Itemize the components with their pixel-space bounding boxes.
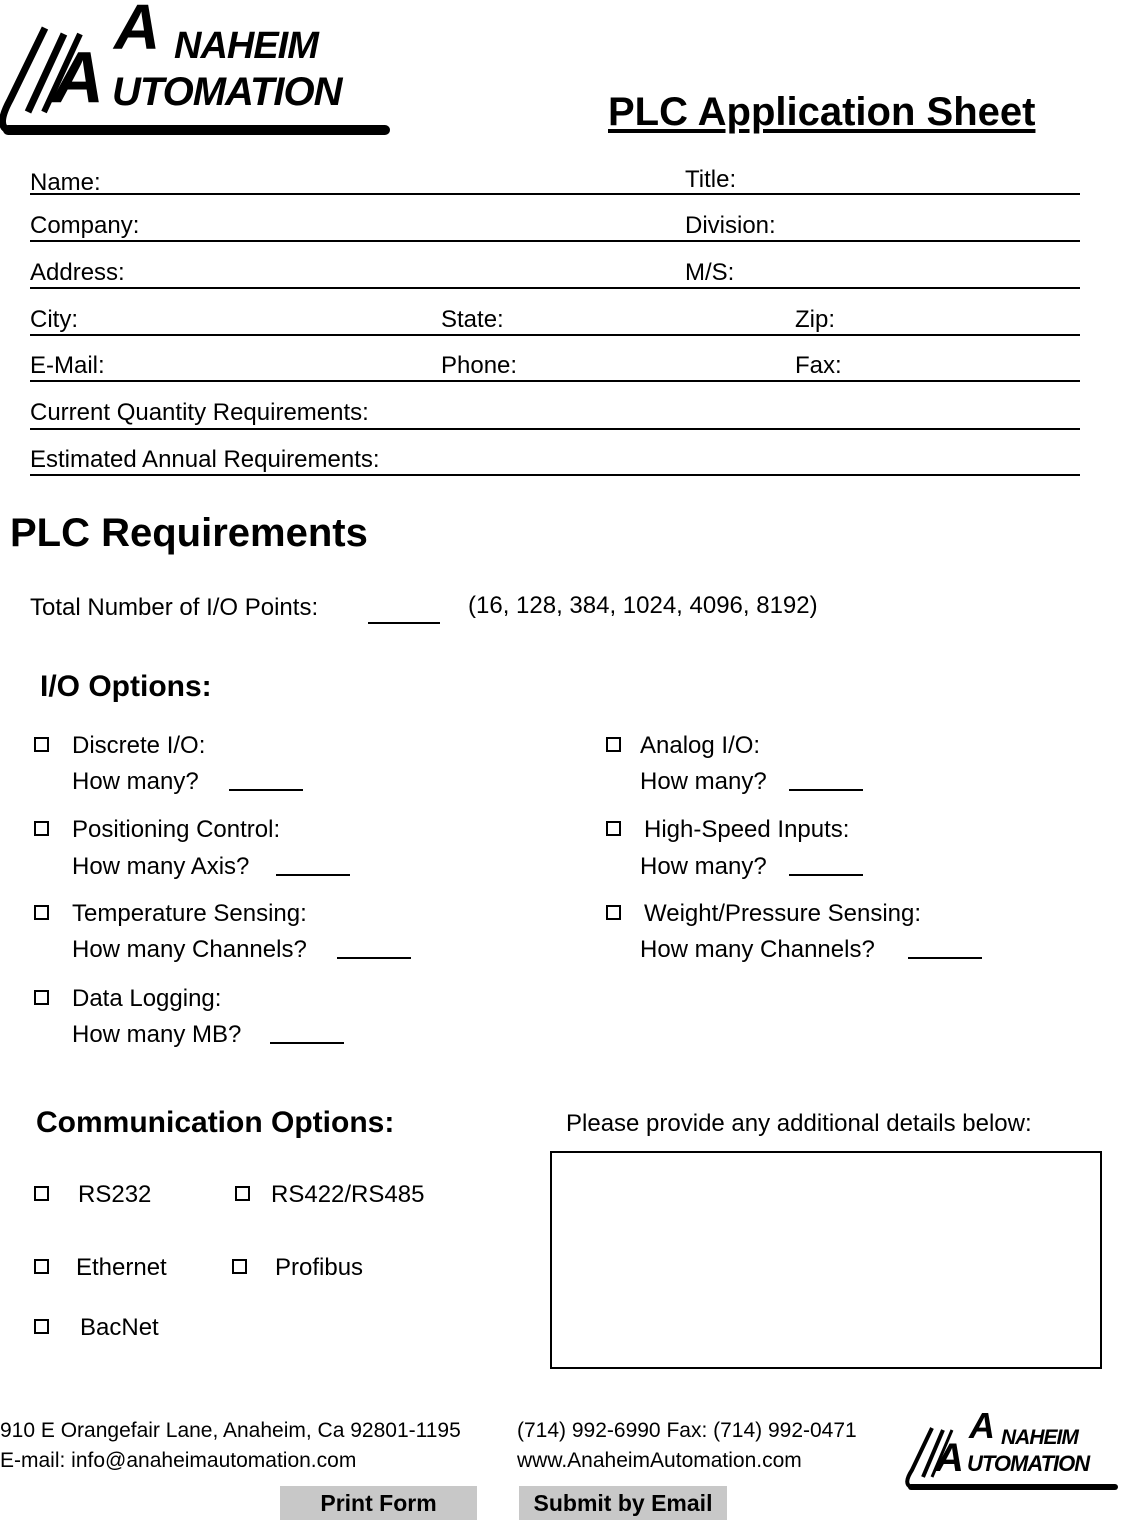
fax-label: Fax: <box>795 352 842 379</box>
io-options-heading: I/O Options: <box>40 670 212 703</box>
high-speed-inputs-count-blank[interactable] <box>789 874 863 876</box>
state-input[interactable] <box>515 304 789 336</box>
fax-input[interactable] <box>850 350 1079 382</box>
temperature-sensing-label: Temperature Sensing: <box>72 900 307 927</box>
temperature-sensing-checkbox[interactable] <box>34 905 49 920</box>
positioning-control-checkbox[interactable] <box>34 821 49 836</box>
footer-website: www.AnaheimAutomation.com <box>517 1449 802 1472</box>
profibus-label: Profibus <box>275 1254 364 1281</box>
current-quantity-label: Current Quantity Requirements: <box>30 399 369 426</box>
plc-requirements-heading: PLC Requirements <box>10 511 368 555</box>
io-points-label: Total Number of I/O Points: <box>30 594 319 621</box>
rs422-rs485-label: RS422/RS485 <box>271 1181 425 1208</box>
address-ms-rule <box>30 287 1080 289</box>
positioning-control-label: Positioning Control: <box>72 816 281 843</box>
high-speed-inputs-checkbox[interactable] <box>606 821 621 836</box>
weight-pressure-sensing-label: Weight/Pressure Sensing: <box>644 900 922 927</box>
address-input[interactable] <box>140 257 674 289</box>
additional-details-label: Please provide any additional details below: <box>566 1110 1032 1137</box>
zip-label: Zip: <box>795 306 836 333</box>
logo-initial-a-lower: A <box>52 38 104 118</box>
discrete-io-count-blank[interactable] <box>229 789 303 791</box>
io-points-choices: (16, 128, 384, 1024, 4096, 8192) <box>468 592 818 619</box>
company-division-rule <box>30 240 1080 242</box>
email-phone-fax-rule <box>30 380 1080 382</box>
data-logging-question: How many MB? <box>72 1021 242 1048</box>
name-input[interactable] <box>110 164 674 196</box>
high-speed-inputs-label: High-Speed Inputs: <box>644 816 850 843</box>
logo-word-bottom: UTOMATION <box>112 70 342 114</box>
annual-requirements-input[interactable] <box>425 444 1079 476</box>
city-state-zip-rule <box>30 334 1080 336</box>
bacnet-label: BacNet <box>80 1314 159 1341</box>
name-label: Name: <box>30 169 101 196</box>
current-quantity-rule <box>30 428 1080 430</box>
division-label: Division: <box>685 212 776 239</box>
ethernet-checkbox[interactable] <box>34 1259 49 1274</box>
phone-label: Phone: <box>441 352 518 379</box>
footer-logo-word-top: NAHEIM <box>1001 1426 1078 1449</box>
analog-io-count-blank[interactable] <box>789 789 863 791</box>
bacnet-checkbox[interactable] <box>34 1319 49 1334</box>
positioning-control-question: How many Axis? <box>72 853 250 880</box>
title-label: Title: <box>685 166 737 193</box>
submit-by-email-button[interactable]: Submit by Email <box>519 1486 727 1520</box>
temperature-sensing-question: How many Channels? <box>72 936 307 963</box>
profibus-checkbox[interactable] <box>232 1259 247 1274</box>
io-points-input[interactable] <box>368 592 444 624</box>
data-logging-mb-blank[interactable] <box>270 1042 344 1044</box>
logo-word-top: NAHEIM <box>174 25 318 67</box>
logo-initial-a-upper: A <box>114 0 161 63</box>
ms-input[interactable] <box>750 257 1079 289</box>
email-label: E-Mail: <box>30 352 105 379</box>
high-speed-inputs-question: How many? <box>640 853 767 880</box>
discrete-io-question: How many? <box>72 768 199 795</box>
state-label: State: <box>441 306 504 333</box>
analog-io-checkbox[interactable] <box>606 737 621 752</box>
current-quantity-input[interactable] <box>420 397 1079 429</box>
discrete-io-checkbox[interactable] <box>34 737 49 752</box>
weight-pressure-sensing-checkbox[interactable] <box>606 905 621 920</box>
title-input[interactable] <box>750 164 1079 196</box>
company-label: Company: <box>30 212 140 239</box>
address-label: Address: <box>30 259 125 286</box>
email-input[interactable] <box>120 350 434 382</box>
additional-details-textarea[interactable] <box>550 1151 1102 1369</box>
company-logo <box>0 0 400 140</box>
footer-logo-initial-lower: A <box>935 1436 964 1480</box>
footer-logo-word-bottom: UTOMATION <box>967 1451 1090 1476</box>
analog-io-question: How many? <box>640 768 767 795</box>
city-input[interactable] <box>90 304 434 336</box>
rs232-checkbox[interactable] <box>34 1186 49 1201</box>
footer-email: E-mail: info@anaheimautomation.com <box>0 1449 357 1472</box>
ms-label: M/S: <box>685 259 735 286</box>
ethernet-label: Ethernet <box>76 1254 167 1281</box>
name-title-rule <box>30 193 1080 195</box>
print-form-button[interactable]: Print Form <box>280 1486 477 1520</box>
weight-pressure-channels-blank[interactable] <box>908 957 982 959</box>
positioning-axis-blank[interactable] <box>276 874 350 876</box>
company-input[interactable] <box>150 210 674 242</box>
city-label: City: <box>30 306 78 333</box>
discrete-io-label: Discrete I/O: <box>72 732 206 759</box>
io-points-blank <box>368 622 440 624</box>
division-input[interactable] <box>790 210 1079 242</box>
zip-input[interactable] <box>845 304 1079 336</box>
footer-logo <box>905 1405 1120 1493</box>
footer-logo-initial-upper: A <box>969 1405 995 1446</box>
data-logging-label: Data Logging: <box>72 985 222 1012</box>
analog-io-label: Analog I/O: <box>640 732 761 759</box>
phone-input[interactable] <box>530 350 789 382</box>
data-logging-checkbox[interactable] <box>34 990 49 1005</box>
page-title: PLC Application Sheet <box>608 90 1036 134</box>
annual-requirements-rule <box>30 474 1080 476</box>
annual-requirements-label: Estimated Annual Requirements: <box>30 446 380 473</box>
rs232-label: RS232 <box>78 1181 152 1208</box>
footer-phone-fax: (714) 992-6990 Fax: (714) 992-0471 <box>517 1419 857 1442</box>
temperature-channels-blank[interactable] <box>337 957 411 959</box>
communication-options-heading: Communication Options: <box>36 1106 395 1139</box>
rs422-rs485-checkbox[interactable] <box>235 1186 250 1201</box>
footer-address: 910 E Orangefair Lane, Anaheim, Ca 92801-1195 <box>0 1419 461 1442</box>
weight-pressure-sensing-question: How many Channels? <box>640 936 875 963</box>
